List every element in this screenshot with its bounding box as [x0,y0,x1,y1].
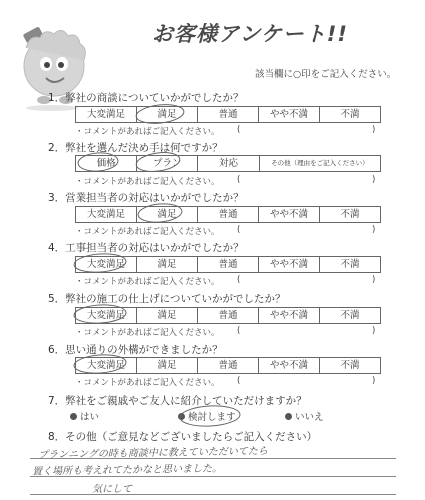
q6-option[interactable]: 不満 [340,360,360,371]
q4-comment[interactable] [75,275,385,287]
q5-option[interactable]: 大変満足 [76,308,137,323]
q2-comment[interactable] [75,175,385,187]
q6-option[interactable]: やや不満 [259,358,320,373]
q3-option[interactable]: 大変満足 [76,207,137,222]
q3-option[interactable]: 満足 [137,207,198,222]
handwritten-comment-line: 置く場所も考えれてたかなと思いました。 [31,463,223,478]
q1-option[interactable]: やや不満 [259,107,320,122]
q1-option[interactable]: 大変満足 [76,107,137,122]
radio-dot-icon [70,413,77,420]
q4-option[interactable]: 普通 [198,257,259,272]
q8-title: 8．その他（ご意見などございましたらご記入ください） [48,431,318,443]
q6-title: 6．思い通りの外構ができましたか？ [48,344,223,356]
handwritten-comment-line: プランニングの時も商談中に教えていただいてたら [37,445,268,462]
answer-line [30,494,396,495]
q7-option-no[interactable]: いいえ [285,409,324,423]
q5-options [75,307,381,324]
radio-dot-icon [178,413,185,420]
q3-option[interactable]: 普通 [198,207,259,222]
q2-option[interactable]: 価格 [76,156,137,171]
q7-option-yes[interactable]: はい [70,409,99,423]
q6-option[interactable]: 普通 [198,358,259,373]
q1-comment[interactable] [75,125,385,137]
q5-comment[interactable] [75,326,385,338]
comment-label: ・コメントがあればご記入ください。 [75,328,220,338]
q5-option[interactable]: やや不満 [259,308,320,323]
q4-title: 4．工事担当者の対応はいかがでしたか？ [48,242,244,254]
q4-option[interactable]: 満足 [137,257,198,272]
q6-option[interactable]: 大変満足 [76,358,137,373]
q5-option[interactable]: 不満 [340,310,360,321]
q3-option[interactable]: やや不満 [259,207,320,222]
paren-close: ) [372,125,376,135]
q6-options [75,357,381,374]
paren-close: ) [372,225,376,235]
q1-option[interactable]: 満足 [137,107,198,122]
q3-title: 3．営業担当者の対応はいかがでしたか？ [48,192,244,204]
paren-open: ( [237,125,241,135]
instruction-text: 該当欄に○印をご記入ください。 [255,69,397,80]
radio-dot-icon [285,413,292,420]
comment-label: ・コメントがあればご記入ください。 [75,378,220,388]
q4-options [75,256,381,273]
comment-label: ・コメントがあればご記入ください。 [75,277,220,287]
q2-option[interactable]: プラン [137,156,198,171]
q1-option[interactable]: 普通 [198,107,259,122]
q7-options [70,409,370,423]
survey-title: お客様アンケート!! [152,22,348,46]
q3-options [75,206,381,223]
handwritten-comment-line: 気にして [92,484,132,495]
q5-title: 5．弊社の施工の仕上げについていかがでしたか？ [48,293,286,305]
paren-close: ) [372,275,376,285]
q4-option[interactable]: やや不満 [259,257,320,272]
q6-comment[interactable] [75,376,385,388]
comment-label: ・コメントがあればご記入ください。 [75,227,220,237]
q7-option-consider[interactable]: 検討します [178,409,236,423]
paren-close: ) [372,376,376,386]
q3-option[interactable]: 不満 [340,209,360,220]
comment-label: ・コメントがあればご記入ください。 [75,177,220,187]
paren-open: ( [237,275,241,285]
q6-option[interactable]: 満足 [137,358,198,373]
paren-open: ( [237,175,241,185]
q2-title: 2．弊社を選んだ決め手は何ですか？ [48,142,223,154]
q7-title: 7．弊社をご親戚やご友人に紹介していただけますか？ [48,395,307,407]
comment-label: ・コメントがあればご記入ください。 [75,127,220,137]
q1-options [75,106,381,123]
q3-comment[interactable] [75,225,385,237]
q5-option[interactable]: 普通 [198,308,259,323]
q2-options [75,155,381,172]
paren-open: ( [237,225,241,235]
q5-option[interactable]: 満足 [137,308,198,323]
q2-option[interactable]: 対応 [198,156,259,171]
paren-open: ( [237,326,241,336]
q4-option[interactable]: 大変満足 [76,257,137,272]
paren-close: ) [372,326,376,336]
paren-open: ( [237,376,241,386]
q1-title: 1．弊社の商談についていかがでしたか？ [48,92,244,104]
q4-option[interactable]: 不満 [340,259,360,270]
q2-option[interactable]: その他（理由をご記入ください） [271,159,369,167]
q1-option[interactable]: 不満 [340,109,360,120]
paren-close: ) [372,175,376,185]
